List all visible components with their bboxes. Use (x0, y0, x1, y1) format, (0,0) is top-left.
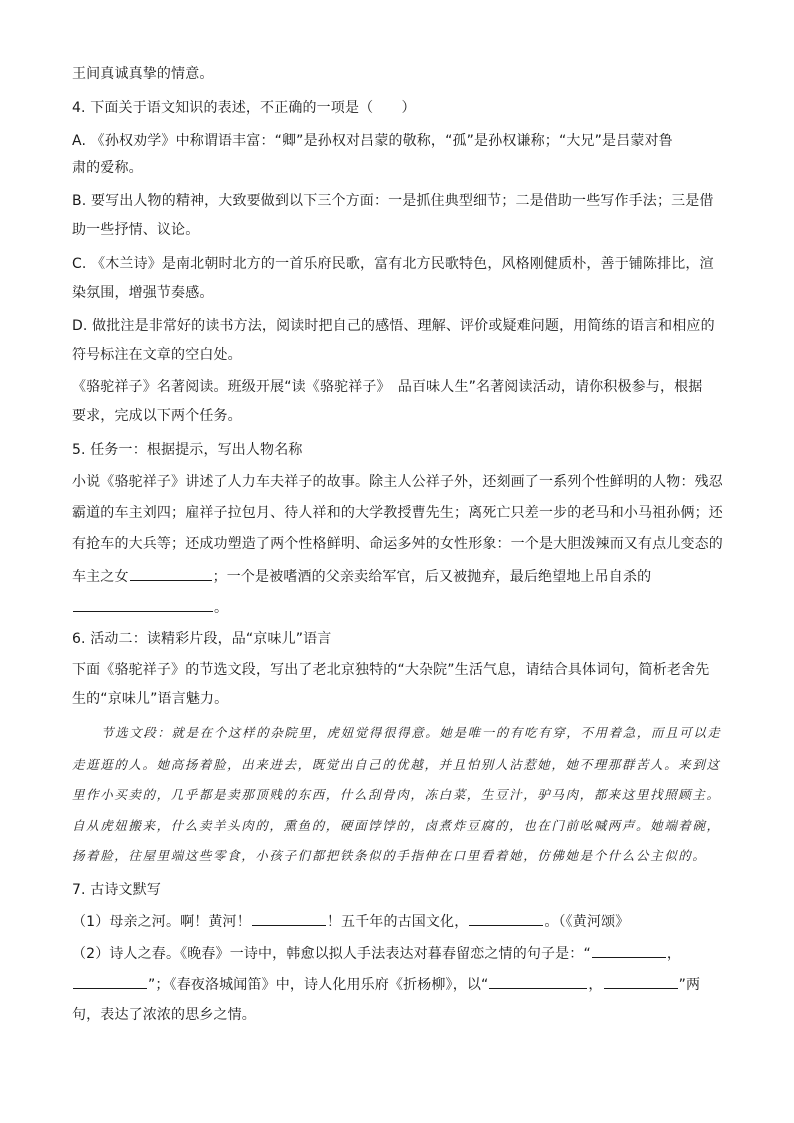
question-7-item-2 (72, 974, 732, 995)
answer-blank[interactable] (604, 974, 678, 989)
answer-blank[interactable] (73, 974, 147, 989)
text-fragment: 。 (214, 600, 229, 616)
option-b-line: 助一些抒情、议论。 (72, 222, 200, 238)
question-6-prompt: 下面《骆驼祥子》的节选文段，写出了老北京独特的“大杂院”生活气息，请结合具体词句，简析老舍先 (72, 662, 710, 678)
option-d-line: D. 做批注是非常好的读书方法，阅读时把自己的感悟、理解、评价或疑难问题，用简练的语言和相应的 (72, 318, 715, 334)
reading-intro-line: 《骆驼祥子》名著阅读。班级开展“读《骆驼祥子》 品百味人生”名著阅读活动，请你积极参与，根据 (72, 379, 703, 395)
excerpt-line: 里作小买卖的，几乎都是卖那顶贱的东西，什么刮骨肉，冻白菜，生豆汁，驴马肉，都来这里找照顾主。 (72, 787, 721, 802)
question-5-passage: 霸道的车主刘四；雇祥子拉包月、待人祥和的大学教授曹先生；离死亡只差一步的老马和小马祖孙俩；还 (72, 505, 723, 521)
question-5-passage (72, 566, 732, 587)
question-5-stem: 5. 任务一：根据提示，写出人物名称 (72, 442, 303, 458)
question-5-passage: 小说《骆驼祥子》讲述了人力车夫祥子的故事。除主人公祥子外，还刻画了一系列个性鲜明的人物：残忍 (72, 474, 723, 490)
option-c-line: 染氛围，增强节奏感。 (72, 285, 214, 301)
answer-blank[interactable] (73, 597, 213, 612)
answer-blank[interactable] (592, 943, 666, 958)
text-fragment: （2）诗人之春。《晚春》一诗中，韩愈以拟人手法表达对暮春留恋之情的句子是：“ (72, 946, 591, 962)
answer-blank[interactable] (489, 974, 587, 989)
text-fragment: ”；《春夜洛城闻笛》中，诗人化用乐府《折杨柳》，以“ (148, 977, 489, 993)
question-4-stem: 4. 下面关于语文知识的表述，不正确的一项是（ ） (72, 100, 416, 116)
answer-blank[interactable] (130, 566, 212, 581)
text-fragment: ， (666, 946, 682, 962)
excerpt-line: 走逛逛的人。她高扬着脸，出来进去，既觉出自己的优越，并且怕别人沾惹她，她不理那群苦人。来到这 (72, 757, 721, 772)
text-fragment: ， (588, 977, 603, 993)
question-5-passage (72, 597, 732, 618)
question-7-item-2: 句，表达了浓浓的思乡之情。 (72, 1007, 256, 1023)
excerpt-line: 节选文段：就是在个这样的杂院里，虎妞觉得很得意。她是唯一的有吃有穿，不用着急，而且可以走 (101, 725, 722, 740)
question-5-passage: 有抢车的大兵等；还成功塑造了两个性格鲜明、命运多舛的女性形象：一个是大胆泼辣而又有点儿变态的 (72, 536, 723, 552)
excerpt-line: 扬着脸，往屋里端这些零食，小孩子们都把铁条似的手指伸在口里看着她，仿佛她是个什么公主似的。 (72, 848, 707, 863)
question-7-item-2 (72, 943, 732, 964)
text-fragment: 车主之女 (72, 569, 129, 585)
question-7-item-1 (72, 911, 732, 932)
question-7-stem: 7. 古诗文默写 (72, 882, 162, 898)
question-6-stem: 6. 活动二：读精彩片段，品“京味儿”语言 (72, 631, 332, 647)
text-fragment: （1）母亲之河。啊！黄河！ (72, 914, 251, 930)
text-fragment: ；一个是被嗜酒的父亲卖给军官，后又被抛弃，最后绝望地上吊自杀的 (212, 569, 652, 585)
reading-intro-line: 要求，完成以下两个任务。 (72, 408, 242, 424)
excerpt-line: 自从虎妞搬来，什么卖羊头肉的，熏鱼的，硬面饽饽的，卤煮炸豆腐的，也在门前吆喊两声。她端着碗， (72, 818, 721, 833)
question-6-prompt: 生的“京味儿”语言魅力。 (72, 691, 229, 707)
text-fragment: ”两 (678, 977, 701, 993)
option-a-line: 肃的爱称。 (72, 160, 143, 176)
option-d-line: 符号标注在文章的空白处。 (72, 347, 242, 363)
text-line: 王间真诚真挚的情意。 (72, 66, 214, 82)
option-b-line: B. 要写出人物的精神，大致要做到以下三个方面：一是抓住典型细节；二是借助一些写作手法；三是借 (72, 193, 714, 209)
text-fragment: ！五千年的古国文化， (326, 914, 469, 930)
option-a-line: A. 《孙权劝学》中称谓语丰富：“卿”是孙权对吕蒙的敬称，“孤”是孙权谦称；“大兄”是吕蒙对鲁 (72, 133, 673, 149)
text-fragment: 。（《黄河颂》 (544, 914, 630, 930)
answer-blank[interactable] (252, 911, 326, 926)
option-c-line: C. 《木兰诗》是南北朝时北方的一首乐府民歌，富有北方民歌特色，风格刚健质朴，善于铺陈排比，渲 (72, 256, 714, 272)
answer-blank[interactable] (469, 911, 543, 926)
